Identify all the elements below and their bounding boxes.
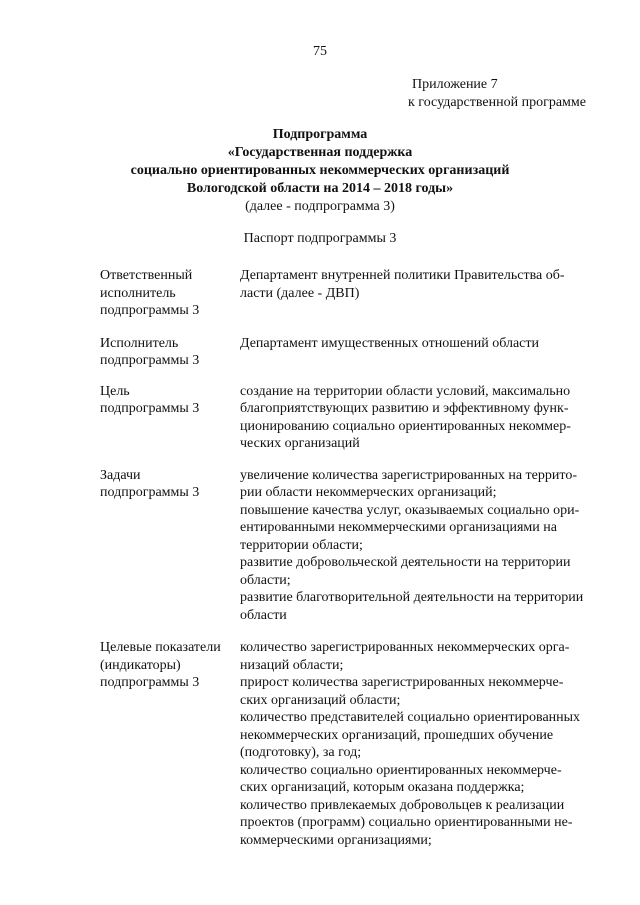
label-line: Ответственный bbox=[100, 268, 193, 283]
row-tasks bbox=[100, 467, 620, 625]
row-label bbox=[100, 267, 240, 320]
content-line: развитие благотворительной деятельности на территории bbox=[240, 590, 584, 605]
row-content bbox=[240, 267, 608, 320]
title-line-5: (далее - подпрограмма 3) bbox=[245, 199, 395, 214]
title-line-2: «Государственная поддержка bbox=[227, 145, 413, 160]
appendix-note bbox=[408, 76, 632, 112]
content-line: коммерческими организациями; bbox=[240, 832, 432, 848]
title-line-3: социально ориентированных некоммерческих организаций bbox=[130, 163, 510, 178]
title-line-1: Подпрограмма bbox=[272, 127, 368, 142]
content-line: ских организаций области; bbox=[240, 692, 401, 708]
passport-table bbox=[100, 267, 620, 849]
row-content bbox=[240, 335, 608, 370]
content-line: ческих организаций bbox=[240, 436, 360, 451]
title-line-4: Вологодской области на 2014 – 2018 годы» bbox=[186, 181, 454, 196]
row-label bbox=[100, 383, 240, 453]
label-line: подпрограммы 3 bbox=[100, 675, 200, 690]
content-line: количество зарегистрированных некоммерческих орга- bbox=[240, 640, 570, 655]
row-executor bbox=[100, 335, 620, 370]
content-line: увеличение количества зарегистрированных на террито- bbox=[240, 467, 577, 483]
row-indicators bbox=[100, 639, 620, 849]
document-title bbox=[0, 126, 640, 216]
passport-heading: Паспорт подпрограммы 3 bbox=[243, 231, 397, 246]
content-line: развитие добровольческой деятельности на территории bbox=[240, 555, 571, 570]
row-content bbox=[240, 639, 608, 849]
row-label bbox=[100, 467, 240, 625]
content-line: количество привлекаемых добровольцев к реализации bbox=[240, 797, 565, 813]
content-line: благоприятствующих развитию и эффективному функ- bbox=[240, 401, 569, 416]
row-label bbox=[100, 335, 240, 370]
content-line: повышение качества услуг, оказываемых социально ори- bbox=[240, 502, 580, 518]
content-line: (подготовку), за год; bbox=[240, 745, 362, 760]
content-line: проектов (программ) социально ориентированными не- bbox=[240, 815, 573, 830]
content-line: ентированными некоммерческими организациями на bbox=[240, 520, 557, 535]
label-line: подпрограммы 3 bbox=[100, 353, 200, 368]
content-line: Департамент внутренней политики Правительства об- bbox=[240, 268, 565, 283]
content-line: низаций области; bbox=[240, 657, 344, 673]
label-line: Задачи bbox=[100, 467, 141, 483]
label-line: Исполнитель bbox=[100, 335, 179, 351]
content-line: области bbox=[240, 607, 287, 623]
content-line: ских организаций, которым оказана поддержка; bbox=[240, 780, 525, 795]
content-line: количество социально ориентированных некоммерче- bbox=[240, 762, 562, 778]
content-line: территории области; bbox=[240, 537, 363, 553]
appendix-line-1: Приложение 7 bbox=[412, 77, 498, 92]
content-line: ционированию социально ориентированных некоммер- bbox=[240, 418, 571, 434]
label-line: подпрограммы 3 bbox=[100, 401, 200, 416]
row-goal bbox=[100, 383, 620, 453]
label-line: исполнитель bbox=[100, 285, 176, 301]
content-line: создание на территории области условий, максимально bbox=[240, 383, 571, 399]
content-line: некоммерческих организаций, прошедших обучение bbox=[240, 727, 554, 743]
content-line: области; bbox=[240, 572, 291, 588]
label-line: Цель bbox=[100, 383, 130, 399]
row-label bbox=[100, 639, 240, 849]
content-line: количество представителей социально ориентированных bbox=[240, 710, 581, 725]
row-content bbox=[240, 383, 608, 453]
label-line: подпрограммы 3 bbox=[100, 485, 200, 500]
content-line: рии области некоммерческих организаций; bbox=[240, 485, 497, 500]
label-line: Целевые показатели bbox=[100, 640, 221, 655]
content-line: прирост количества зарегистрированных некоммерче- bbox=[240, 675, 564, 690]
content-line: Департамент имущественных отношений области bbox=[240, 335, 539, 351]
content-line: ласти (далее - ДВП) bbox=[240, 285, 360, 301]
row-responsible bbox=[100, 267, 620, 320]
row-content bbox=[240, 467, 608, 625]
page-number: 75 bbox=[313, 44, 327, 59]
label-line: (индикаторы) bbox=[100, 657, 181, 673]
appendix-line-2: к государственной программе bbox=[408, 95, 586, 110]
label-line: подпрограммы 3 bbox=[100, 303, 200, 318]
